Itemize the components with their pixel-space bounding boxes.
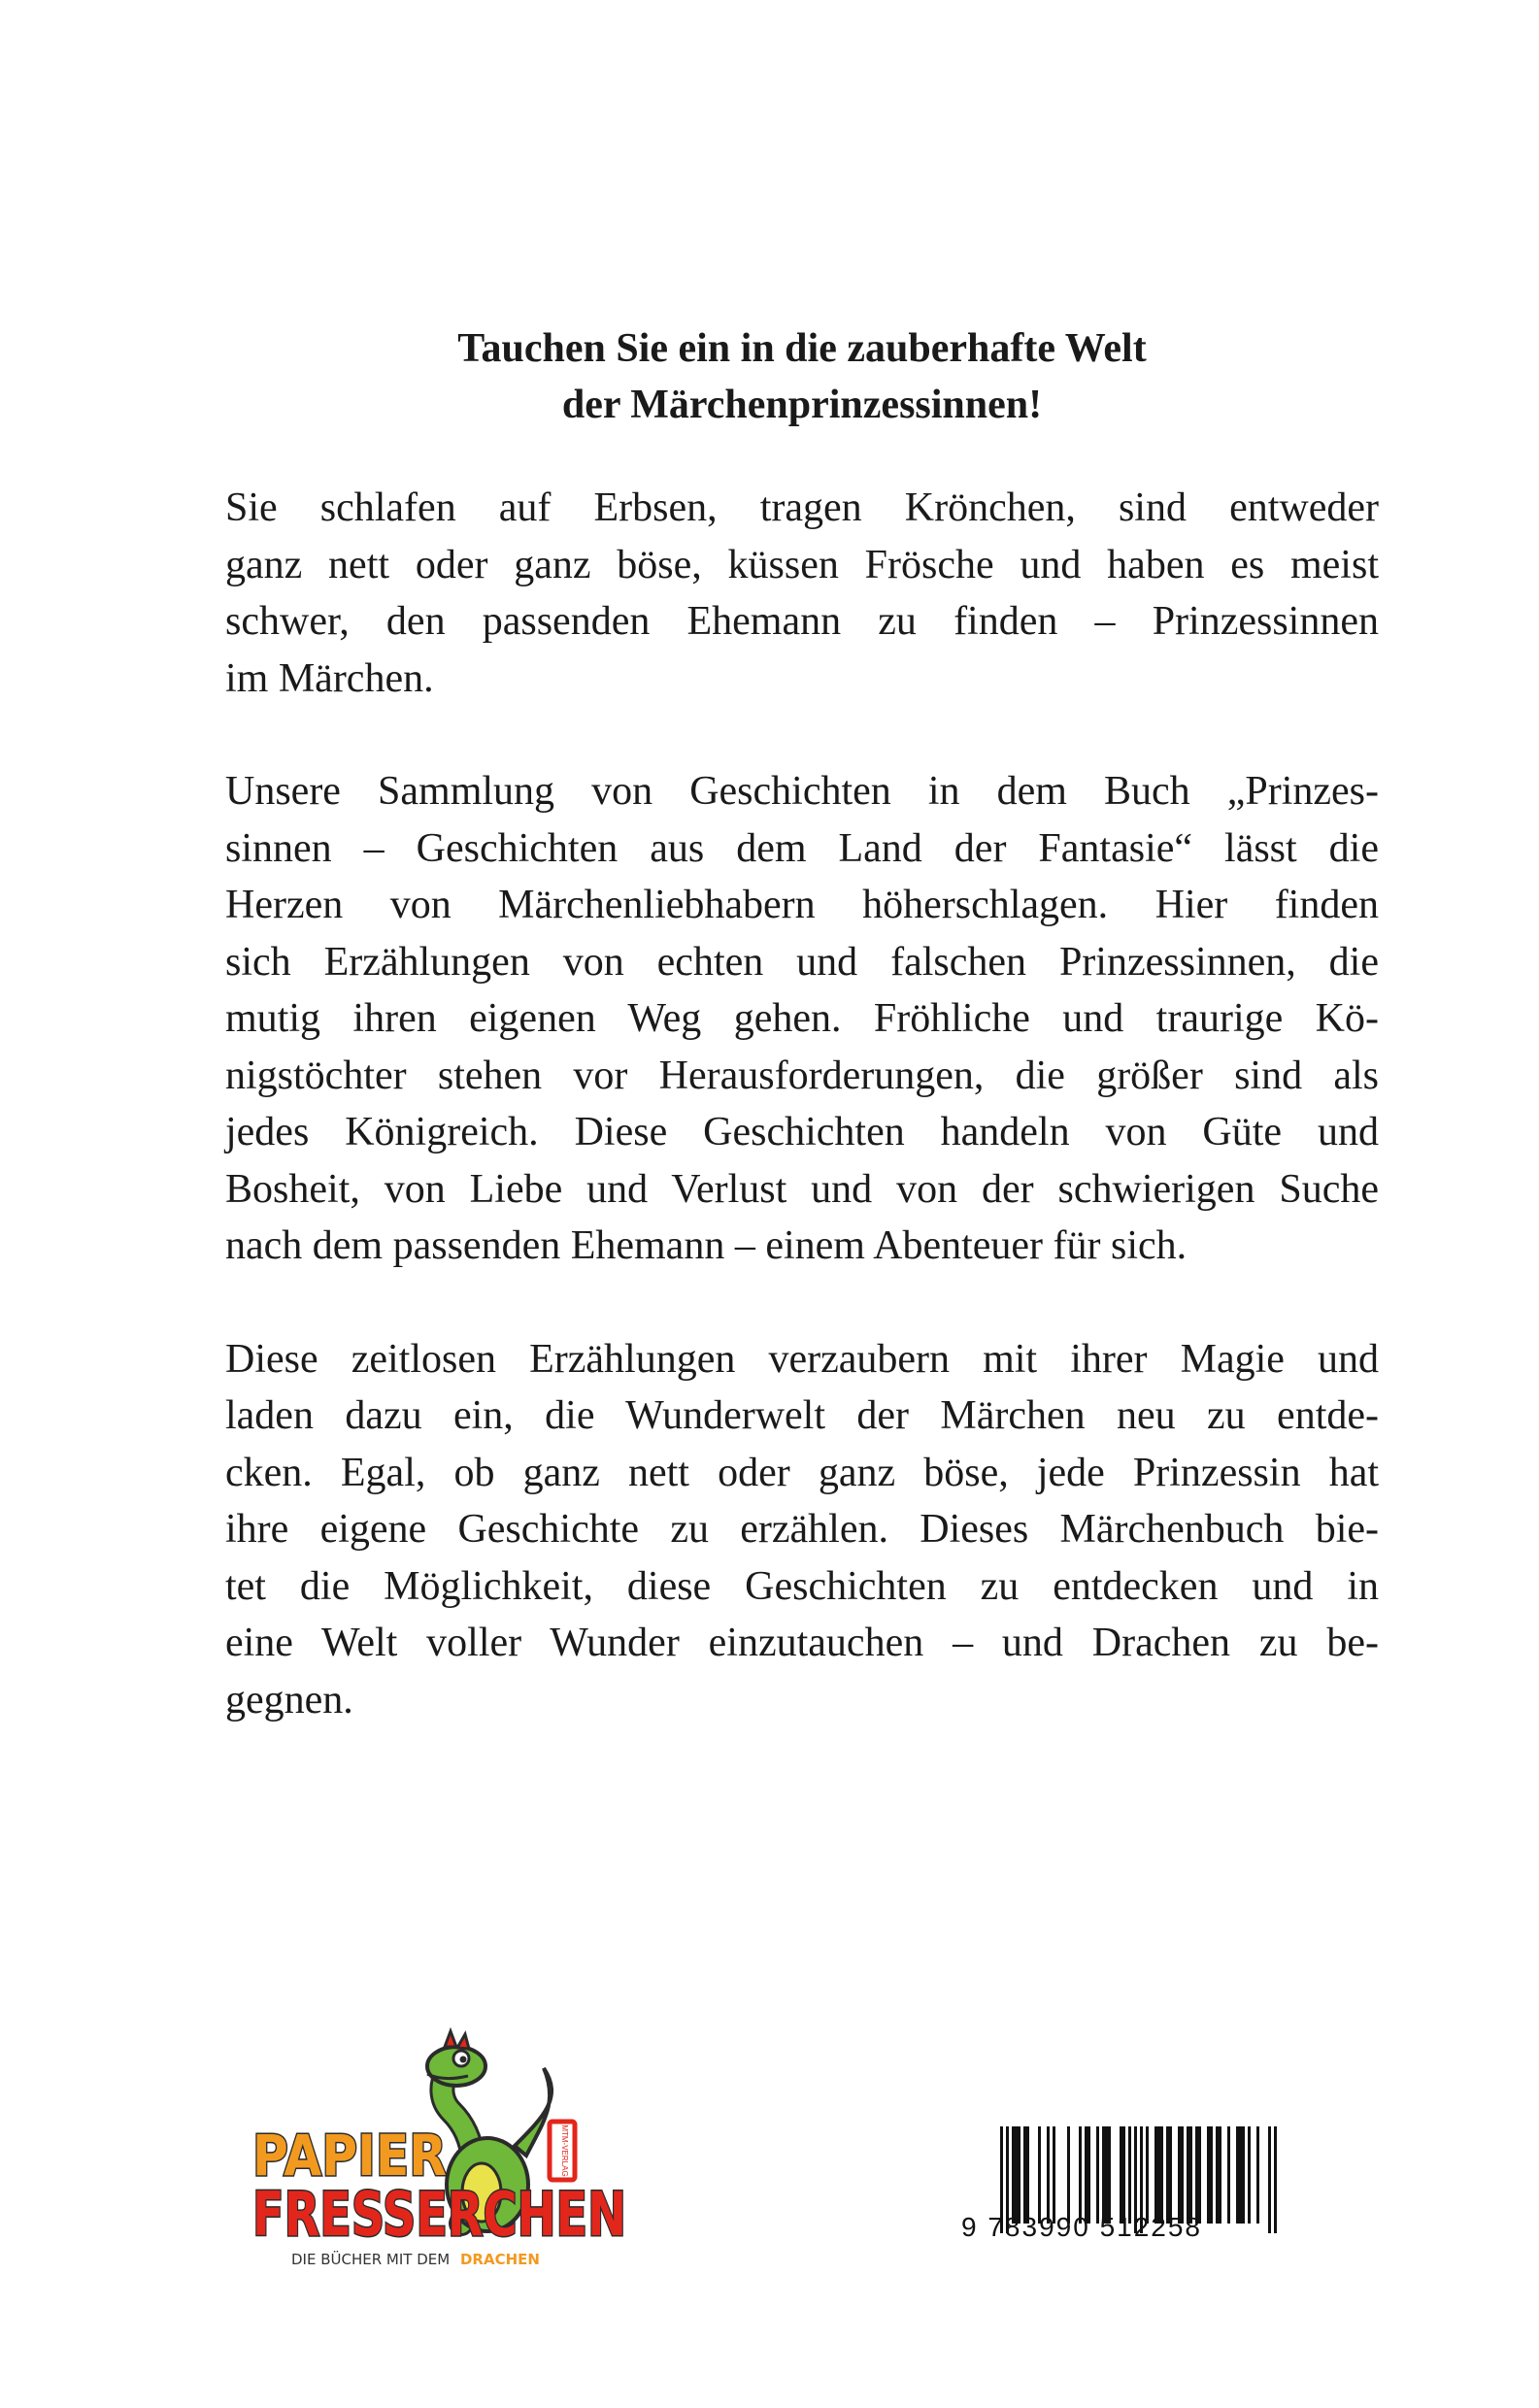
barcode-bar [1015, 2126, 1018, 2224]
paragraph-line: nigstöchter stehen vor Herausforderungen, die größer sind als [225, 1053, 1379, 1098]
barcode-bar [1079, 2126, 1082, 2224]
barcode-bar [1047, 2126, 1050, 2224]
paragraph-line: tet die Möglichkeit, diese Geschichten zu entdecken und in [225, 1563, 1379, 1609]
logo-tagline-prefix: DIE BÜCHER MIT DEM [291, 2251, 451, 2268]
barcode-bar [1128, 2126, 1131, 2224]
paragraph-2 [225, 763, 1379, 1275]
barcode-bar [1181, 2126, 1184, 2224]
paragraph-line: eine Welt voller Wunder einzutauchen – und Drachen zu be- [225, 1621, 1379, 1665]
paragraph-line: schwer, den passenden Ehemann zu finden – Prinzessinnen [225, 599, 1379, 644]
book-label: MTM-VERLAG [560, 2124, 569, 2177]
barcode-bar [1108, 2126, 1111, 2224]
barcode-bar [1120, 2126, 1122, 2224]
paragraph-line: cken. Egal, ob ganz nett oder ganz böse, jede Prinzessin hat [225, 1450, 1379, 1495]
logo-word-fresserchen: FRESSERCHEN [252, 2179, 626, 2250]
barcode-bar [1195, 2126, 1198, 2224]
paragraph-line: sich Erzählungen von echten und falschen Prinzessinnen, die [225, 939, 1379, 985]
paragraph-line: ihre eigene Geschichte zu erzählen. Dieses Märchenbuch bie- [225, 1507, 1379, 1552]
barcode-bar [1038, 2126, 1041, 2224]
paragraph-3 [225, 1331, 1379, 1729]
paragraph-line: gegnen. [225, 1677, 353, 1722]
barcode-bar [1187, 2126, 1189, 2224]
paragraph-line: nach dem passenden Ehemann – einem Abenteuer für sich. [225, 1223, 1188, 1268]
paragraph-line: laden dazu ein, die Wunderwelt der Märchen neu zu entde- [225, 1393, 1379, 1438]
barcode-bar [1242, 2126, 1245, 2224]
paragraph-line: Bosheit, von Liebe und Verlust und von der schwierigen Suche [225, 1166, 1379, 1212]
paragraph-line: Diese zeitlosen Erzählungen verzaubern mit ihrer Magie und [225, 1336, 1379, 1382]
barcode-bar [1248, 2126, 1251, 2224]
paragraph-line: Unsere Sammlung von Geschichten in dem Buch „Prinzes- [225, 769, 1379, 814]
barcode-bar [1053, 2126, 1055, 2224]
barcode-bar [1146, 2126, 1149, 2224]
barcode-bar [1256, 2126, 1259, 2224]
barcode-bar [1067, 2126, 1070, 2224]
barcode-bar [1169, 2126, 1172, 2224]
paragraph-line: sinnen – Geschichten aus dem Land der Fantasie“ lässt die [225, 825, 1379, 871]
headline [225, 320, 1379, 433]
barcode-bar [1210, 2126, 1213, 2224]
publisher-logo [252, 2029, 631, 2272]
barcode-bar [1018, 2126, 1020, 2224]
barcode-bar [1216, 2126, 1219, 2224]
barcode-bar [1096, 2126, 1099, 2224]
barcode-bar [1178, 2126, 1181, 2224]
barcode-bar [1166, 2126, 1169, 2224]
barcode-bar [1026, 2126, 1029, 2224]
barcode-bar [1198, 2126, 1201, 2224]
barcode-bar [1239, 2126, 1242, 2224]
barcode-bar [1227, 2126, 1230, 2224]
paragraph-line: mutig ihren eigenen Weg gehen. Fröhliche und traurige Kö- [225, 996, 1379, 1041]
paragraph-line: im Märchen. [225, 655, 434, 701]
barcode-bar [1023, 2126, 1026, 2224]
paragraph-line: Herzen von Märchenliebhabern höherschlagen. Hier finden [225, 883, 1379, 927]
logo-word-papier: PAPIER [252, 2123, 447, 2189]
paragraph-line: ganz nett oder ganz böse, küssen Frösche und haben es meist [225, 542, 1379, 587]
paragraph-line: Sie schlafen auf Erbsen, tragen Krönchen, sind entweder [225, 485, 1379, 530]
barcode-bar [1102, 2126, 1105, 2224]
barcode-bar [1157, 2126, 1160, 2224]
barcode-bar [1160, 2126, 1163, 2224]
barcode-bar [1087, 2126, 1090, 2224]
barcode-bar [1189, 2126, 1192, 2224]
barcode-bar [1012, 2126, 1015, 2224]
headline-line-2: der Märchenprinzessinnen! [561, 383, 1043, 427]
blurb-text-block [225, 320, 1379, 1785]
barcode-bar [1085, 2126, 1087, 2224]
barcode-bar [1154, 2126, 1157, 2224]
barcode-bar [1105, 2126, 1108, 2224]
headline-line-1: Tauchen Sie ein in die zauberhafte Welt [457, 326, 1147, 371]
logo-tagline [291, 2250, 540, 2268]
logo-tagline-highlight: DRACHEN [459, 2251, 540, 2268]
barcode-bar [1207, 2126, 1210, 2224]
paragraph-line: jedes Königreich. Diese Geschichten handeln von Güte und [225, 1110, 1379, 1154]
barcode-bar [1236, 2126, 1239, 2224]
barcode-bar [1219, 2126, 1221, 2224]
paragraph-1 [225, 480, 1379, 707]
barcode-bar [1122, 2126, 1125, 2224]
barcode-digits: 9 783990 512258 [961, 2212, 1202, 2242]
